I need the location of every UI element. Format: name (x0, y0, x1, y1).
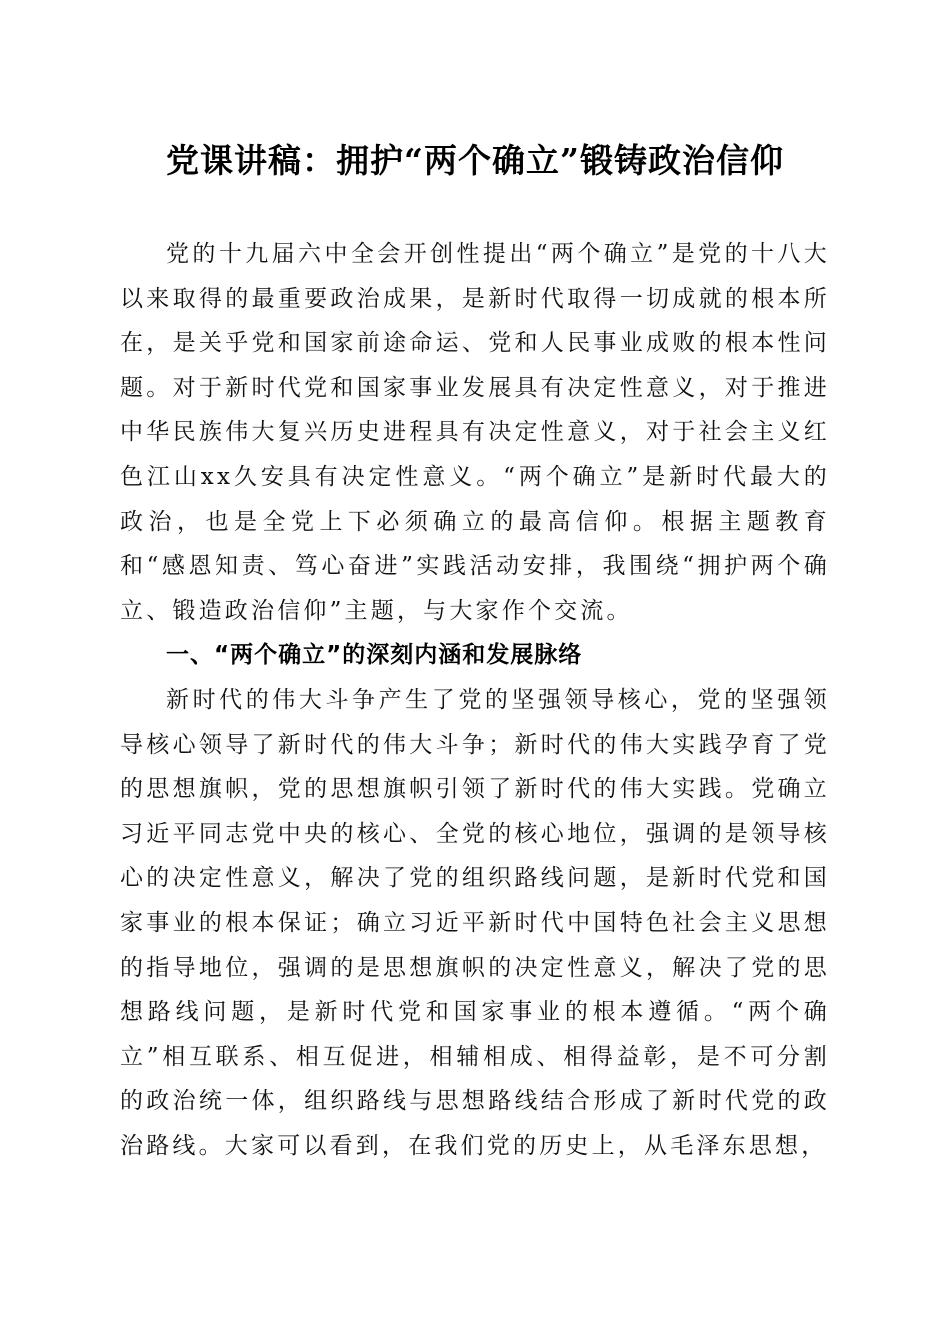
section-heading-1: 一、“两个确立”的深刻内涵和发展脉络 (166, 642, 583, 669)
document-body (120, 232, 830, 1168)
paragraph-intro: 党的十九届六中全会开创性提出“两个确立”是党的十八大以来取得的最重要政治成果，是新时代取得一切成就的根本所在，是关乎党和国家前途命运、党和人民事业成败的根本性问题。对于新时代党和国家事业发展具有决定性意义，对于推进中华民族伟大复兴历史进程具有决定性意义，对于社会主义红色江山xx久安具有决定性意义。“两个确立”是新时代最大的政治，也是全党上下必须确立的最高信仰。根据主题教育和“感恩知责、笃心奋进”实践活动安排，我围绕“拥护两个确立、锻造政治信仰”主题，与大家作个交流。 (120, 241, 830, 624)
paragraph-section-1: 新时代的伟大斗争产生了党的坚强领导核心，党的坚强领导核心领导了新时代的伟大斗争；新时代的伟大实践孕育了党的思想旗帜，党的思想旗帜引领了新时代的伟大实践。党确立习近平同志党中央的核心、全党的核心地位，强调的是领导核心的决定性意义，解决了党的组织路线问题，是新时代党和国家事业的根本保证；确立习近平新时代中国特色社会主义思想的指导地位，强调的是思想旗帜的决定性意义，解决了党的思想路线问题，是新时代党和国家事业的根本遵循。“两个确立”相互联系、相互促进，相辅相成、相得益彰，是不可分割的政治统一体，组织路线与思想路线结合形成了新时代党的政治路线。大家可以看到，在我们党的历史上，从毛泽东思想， (120, 686, 830, 1159)
document-title: 党课讲稿：拥护“两个确立”锻铸政治信仰 (166, 141, 784, 180)
